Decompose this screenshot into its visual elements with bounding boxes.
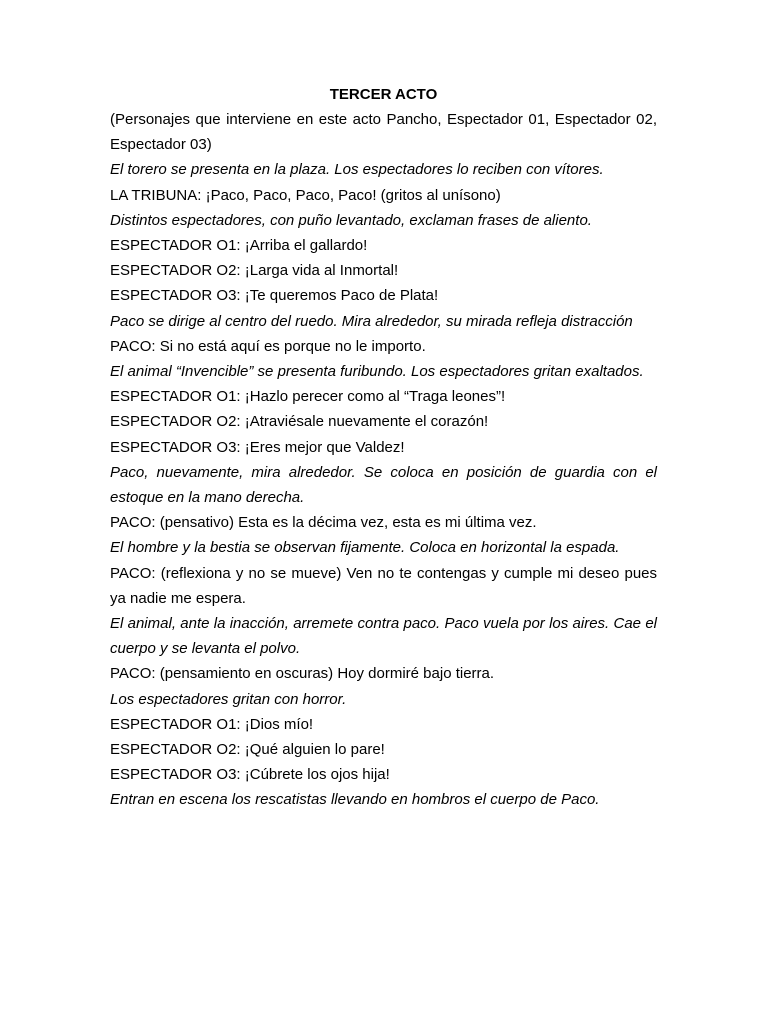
stage-direction: Paco se dirige al centro del ruedo. Mira alrededor, su mirada refleja distracción (110, 312, 633, 330)
document-page (110, 82, 657, 813)
dialogue-line: PACO: (reflexiona y no se mueve) Ven no te contengas y cumple mi deseo pues ya nadie me espera. (110, 564, 657, 607)
dialogue-line: ESPECTADOR O3: ¡Eres mejor que Valdez! (110, 438, 405, 456)
stage-direction: Distintos espectadores, con puño levantado, exclaman frases de aliento. (110, 211, 592, 229)
stage-direction: Los espectadores gritan con horror. (110, 690, 347, 708)
dialogue-line: PACO: Si no está aquí es porque no le importo. (110, 337, 426, 355)
script-body (110, 107, 657, 813)
dialogue-line: ESPECTADOR O1: ¡Hazlo perecer como al “Traga leones”! (110, 388, 506, 406)
dialogue-line: PACO: (pensativo) Esta es la décima vez, esta es mi última vez. (110, 514, 537, 532)
stage-direction: El torero se presenta en la plaza. Los espectadores lo reciben con vítores. (110, 161, 604, 179)
stage-direction: El animal, ante la inacción, arremete contra paco. Paco vuela por los aires. Cae el cuerpo y se levanta el polvo. (110, 615, 657, 658)
dialogue-line: ESPECTADOR O1: ¡Arriba el gallardo! (110, 237, 368, 255)
stage-direction: Entran en escena los rescatistas llevando en hombros el cuerpo de Paco. (110, 791, 600, 809)
dialogue-line: ESPECTADOR O3: ¡Cúbrete los ojos hija! (110, 766, 390, 784)
dialogue-line: (Personajes que interviene en este acto Pancho, Espectador 01, Espectador 02, Espectador 03) (110, 111, 657, 154)
dialogue-line: ESPECTADOR O1: ¡Dios mío! (110, 715, 314, 733)
dialogue-line: ESPECTADOR O3: ¡Te queremos Paco de Plata! (110, 287, 439, 305)
dialogue-line: ESPECTADOR O2: ¡Atraviésale nuevamente el corazón! (110, 413, 489, 431)
stage-direction: Paco, nuevamente, mira alrededor. Se coloca en posición de guardia con el estoque en la mano derecha. (110, 463, 657, 507)
stage-direction: El animal “Invencible” se presenta furibundo. Los espectadores gritan exaltados. (110, 363, 644, 381)
dialogue-line: LA TRIBUNA: ¡Paco, Paco, Paco, Paco! (gritos al unísono) (110, 186, 501, 204)
dialogue-line: PACO: (pensamiento en oscuras) Hoy dormiré bajo tierra. (110, 665, 495, 683)
act-title: TERCER ACTO (329, 86, 438, 103)
dialogue-line: ESPECTADOR O2: ¡Larga vida al Inmortal! (110, 262, 399, 280)
stage-direction: El hombre y la bestia se observan fijamente. Coloca en horizontal la espada. (110, 539, 620, 557)
dialogue-line: ESPECTADOR O2: ¡Qué alguien lo pare! (110, 741, 385, 759)
